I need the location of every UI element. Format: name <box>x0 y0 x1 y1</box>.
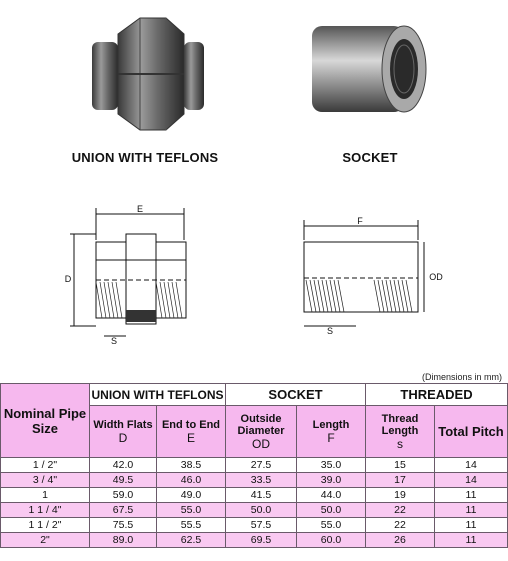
socket-label-s: S <box>326 326 334 336</box>
pipe-size-cell: 1 <box>1 488 90 503</box>
table-cell: 57.5 <box>226 518 297 533</box>
pipe-size-cell: 1 1 / 2" <box>1 518 90 533</box>
table-cell: 11 <box>435 533 508 548</box>
col-outside-diameter <box>226 406 297 458</box>
col-symbol: s <box>397 436 403 451</box>
table-cell: 35.0 <box>297 458 366 473</box>
union-drawing <box>60 200 200 350</box>
table-row <box>1 533 508 548</box>
table-cell: 42.0 <box>90 458 157 473</box>
table-cell: 46.0 <box>157 473 226 488</box>
socket-label-od: OD <box>429 272 443 282</box>
col-symbol: D <box>118 430 128 445</box>
table-cell: 49.0 <box>157 488 226 503</box>
table-cell: 44.0 <box>297 488 366 503</box>
union-label-d: D <box>64 274 72 284</box>
pipe-size-cell: 1 / 2" <box>1 458 90 473</box>
table-cell: 14 <box>435 458 508 473</box>
col-length <box>297 406 366 458</box>
pipe-size-cell: 1 1 / 4" <box>1 503 90 518</box>
table-row <box>1 518 508 533</box>
table-cell: 55.0 <box>157 503 226 518</box>
table-cell: 67.5 <box>90 503 157 518</box>
table-cell: 38.5 <box>157 458 226 473</box>
col-symbol: E <box>186 430 195 445</box>
table-cell: 75.5 <box>90 518 157 533</box>
pipe-size-cell: 2" <box>1 533 90 548</box>
table-cell: 15 <box>366 458 435 473</box>
table-cell: 11 <box>435 518 508 533</box>
socket-drawing <box>290 210 450 340</box>
table-cell: 22 <box>366 518 435 533</box>
group-threaded: THREADED <box>366 384 508 406</box>
table-cell: 41.5 <box>226 488 297 503</box>
col-end-to-end <box>157 406 226 458</box>
table-cell: 26 <box>366 533 435 548</box>
union-label-e: E <box>136 204 144 214</box>
socket-label-f: F <box>357 216 363 226</box>
dimensions-note: (Dimensions in mm) <box>421 372 502 382</box>
table-cell: 50.0 <box>297 503 366 518</box>
table-row <box>1 488 508 503</box>
table-cell: 17 <box>366 473 435 488</box>
table-cell: 33.5 <box>226 473 297 488</box>
col-label: Width Flats <box>93 418 153 431</box>
table-cell: 55.0 <box>297 518 366 533</box>
table-cell: 62.5 <box>157 533 226 548</box>
table-cell: 49.5 <box>90 473 157 488</box>
socket-photo <box>304 14 434 124</box>
table-cell: 19 <box>366 488 435 503</box>
col-symbol: F <box>327 430 335 445</box>
col-width-flats <box>90 406 157 458</box>
table-cell: 55.5 <box>157 518 226 533</box>
table-row <box>1 503 508 518</box>
col-symbol: OD <box>252 436 270 451</box>
union-caption: UNION WITH TEFLONS <box>71 150 219 165</box>
table-row <box>1 473 508 488</box>
col-label: Length <box>312 418 350 431</box>
socket-caption: SOCKET <box>342 150 398 165</box>
spec-table <box>0 383 508 548</box>
table-cell: 59.0 <box>90 488 157 503</box>
table-cell: 60.0 <box>297 533 366 548</box>
table-cell: 11 <box>435 488 508 503</box>
group-socket: SOCKET <box>226 384 366 406</box>
col-thread-length <box>366 406 435 458</box>
col-label: Outside Diameter <box>237 412 285 437</box>
nominal-header: Nominal Pipe Size <box>1 384 90 458</box>
pipe-size-cell: 3 / 4" <box>1 473 90 488</box>
table-cell: 11 <box>435 503 508 518</box>
union-label-s: S <box>110 336 118 346</box>
table-cell: 39.0 <box>297 473 366 488</box>
col-label: Thread Length <box>381 412 419 437</box>
col-label: Total Pitch <box>438 424 504 439</box>
table-cell: 50.0 <box>226 503 297 518</box>
table-row <box>1 458 508 473</box>
union-photo <box>88 14 208 134</box>
group-union: UNION WITH TEFLONS <box>90 384 226 406</box>
table-cell: 27.5 <box>226 458 297 473</box>
table-cell: 14 <box>435 473 508 488</box>
col-label: End to End <box>161 418 221 431</box>
col-total-pitch <box>435 406 508 458</box>
table-cell: 69.5 <box>226 533 297 548</box>
table-cell: 22 <box>366 503 435 518</box>
table-cell: 89.0 <box>90 533 157 548</box>
